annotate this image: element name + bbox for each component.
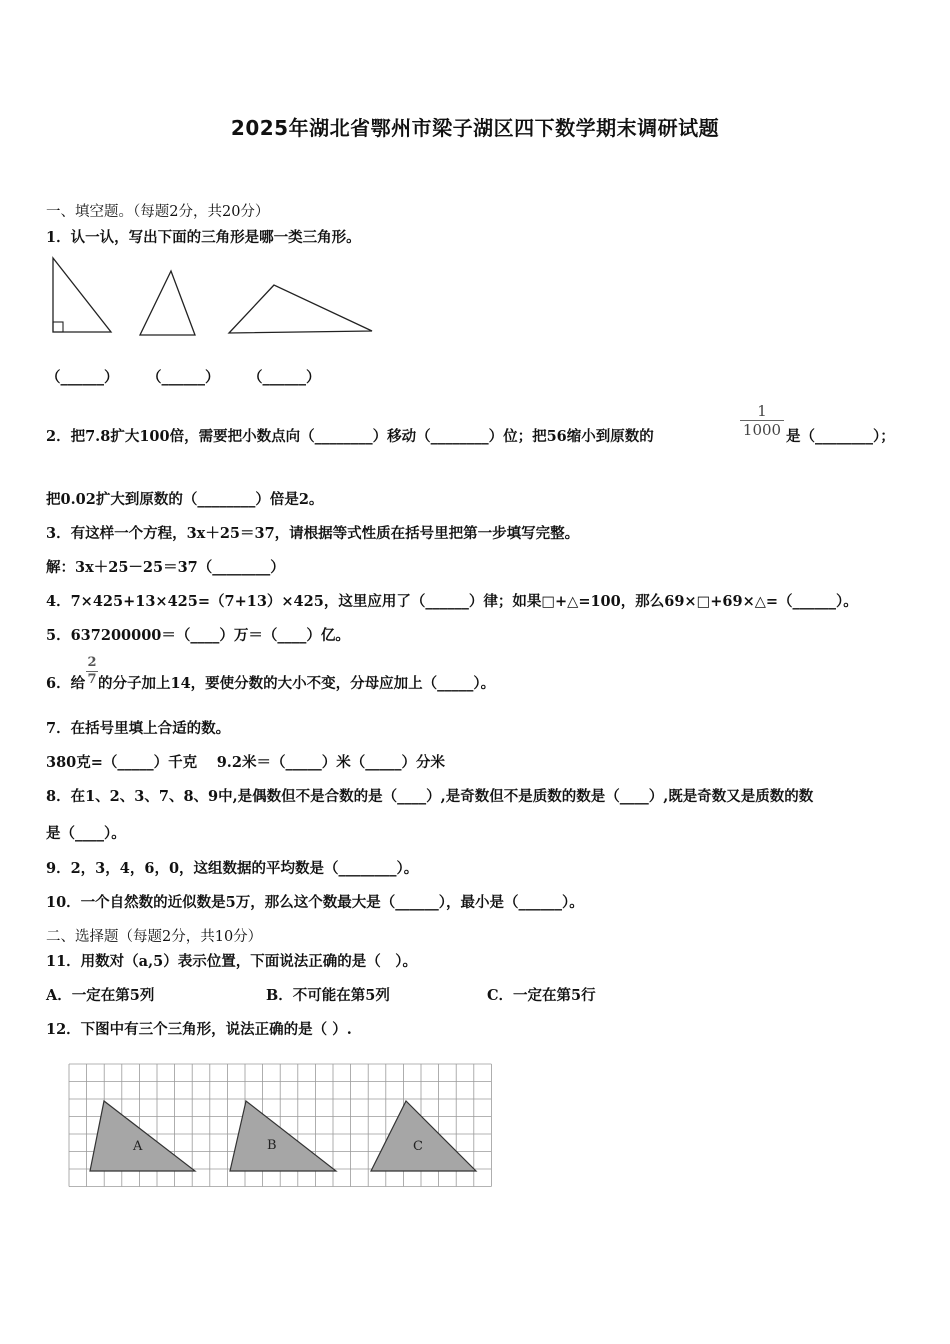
triangle-a <box>90 1101 195 1171</box>
triangle-b-label: B <box>267 1138 277 1153</box>
acute-triangle <box>140 271 195 335</box>
q11-text: 11．用数对（a,5）表示位置，下面说法正确的是（ ）。 <box>46 953 417 970</box>
triangle-b <box>230 1101 336 1171</box>
q9-text: 9．2，3，4，6，0，这组数据的平均数是（________）。 <box>46 860 419 877</box>
q1-blank-3[interactable]: （______） <box>248 369 321 386</box>
q1-text: 1．认一认，写出下面的三角形是哪一类三角形。 <box>46 229 361 246</box>
section2-heading: 二、选择题（每题2分，共10分） <box>46 929 263 945</box>
q8-line2: 是（____）。 <box>46 825 126 842</box>
q2-part2: 是（________）； <box>786 428 895 445</box>
triangle-c-label: C <box>413 1139 423 1154</box>
q1-blank-1[interactable]: （______） <box>46 369 119 386</box>
q6-suffix: 的分子加上14，要使分数的大小不变，分母应加上（_____）。 <box>98 675 496 692</box>
q7-text: 7．在括号里填上合适的数。 <box>46 720 231 737</box>
q1-triangles-figure <box>46 252 386 342</box>
q6-fraction-denominator: 7 <box>87 672 97 687</box>
section1-heading: 一、填空题。（每题2分，共20分） <box>46 204 270 220</box>
q6-fraction <box>86 655 98 688</box>
q8-text: 8．在1、2、3、7、8、9中,是偶数但不是合数的是（____）,是奇数但不是质数的数是（____）,既是奇数又是质数的数 <box>46 788 814 805</box>
q11-option-b[interactable]: B．不可能在第5列 <box>266 987 390 1004</box>
right-triangle <box>53 258 111 332</box>
q11-option-c[interactable]: C．一定在第5行 <box>487 987 596 1004</box>
q2-line2: 把0.02扩大到原数的（________）倍是2。 <box>46 491 324 508</box>
q12-text: 12．下图中有三个三角形，说法正确的是（ ）. <box>46 1021 352 1038</box>
obtuse-triangle <box>229 285 372 333</box>
q2-fraction-denominator: 1000 <box>742 421 782 439</box>
q7-line2: 380克=（_____）千克 9.2米＝（_____）米（_____）分米 <box>46 754 445 771</box>
q1-blank-2[interactable]: （______） <box>147 369 220 386</box>
page-title: 2025年湖北省鄂州市梁子湖区四下数学期末调研试题 <box>230 116 720 140</box>
q2-fraction <box>740 402 784 439</box>
triangle-c <box>371 1101 476 1171</box>
q11-option-a[interactable]: A．一定在第5列 <box>46 987 155 1004</box>
q3-text: 3．有这样一个方程，3x＋25＝37，请根据等式性质在括号里把第一步填写完整。 <box>46 525 580 542</box>
q10-text: 10．一个自然数的近似数是5万，那么这个数最大是（______），最小是（______）。 <box>46 894 584 911</box>
q4-text: 4．7×425+13×425=（7+13）×425，这里应用了（______）律；如果□+△=100，那么69×□+69×△=（______）。 <box>46 593 858 610</box>
triangle-a-label: A <box>133 1139 143 1154</box>
q6-prefix: 6．给 <box>46 675 86 692</box>
q6-fraction-numerator: 2 <box>87 655 97 670</box>
q3-solution: 解：3x＋25－25＝37（________） <box>46 559 285 576</box>
q5-text: 5．637200000＝（____）万＝（____）亿。 <box>46 627 350 644</box>
q12-grid-figure <box>69 1064 495 1190</box>
q2-fraction-numerator: 1 <box>757 402 767 420</box>
q2-part1: 2．把7.8扩大100倍，需要把小数点向（________）移动（________）位；把56缩小到原数的 <box>46 428 654 445</box>
right-angle-mark <box>53 322 63 332</box>
